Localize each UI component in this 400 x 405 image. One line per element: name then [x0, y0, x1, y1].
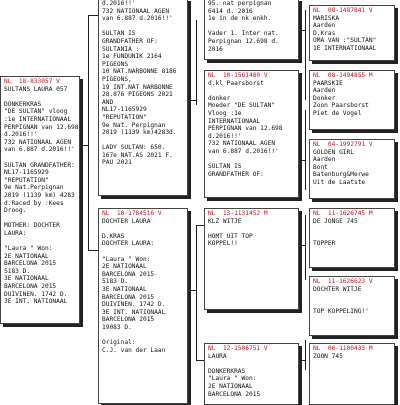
pedigree-card-dam — [98, 208, 188, 404]
pedigree-line — [4, 237, 76, 245]
ring-number: NL 06-1100433 M — [313, 345, 373, 352]
pedigree-line: van 6.887 d.2016!!' — [4, 146, 75, 154]
pedigree-line: NL17-1165929 — [102, 106, 147, 114]
pedigree-line: AND — [102, 98, 114, 106]
pedigree-line: Bont — [313, 163, 328, 171]
pedigree-line: 6414 d. 2016 — [208, 7, 253, 15]
pedigree-line: Donker — [313, 94, 336, 102]
pedigree-card-sire-sire — [204, 0, 299, 60]
pedigree-line — [313, 293, 391, 301]
connector-sire-h — [88, 15, 98, 16]
connector-dam-h — [88, 250, 98, 251]
pedigree-line: Perpignan 12.698 d. — [208, 37, 279, 45]
pedigree-line: BARCELONA 2015 — [102, 316, 155, 324]
pedigree-line — [208, 23, 295, 31]
pedigree-line: 2E NATIONAAL — [4, 252, 49, 260]
connector-sire-out-v — [196, 20, 197, 105]
pedigree-line: DOCHTER LAURA: — [102, 240, 155, 248]
pedigree-card-g3-4 — [309, 208, 395, 268]
pedigree-line: d.2016!!' — [102, 0, 136, 7]
pedigree-line: SULTAN IS — [102, 30, 136, 38]
pedigree-line: "Laura " Won: — [208, 375, 257, 383]
pedigree-line: BARCELONA 2015 — [102, 293, 155, 301]
pedigree-line: d.2016!!' — [4, 131, 38, 139]
pedigree-line — [4, 215, 76, 223]
pedigree-line: 732 NATIONAAL AGEN — [4, 138, 72, 146]
pedigree-line: "REPUTATION" — [4, 176, 49, 184]
pedigree-line: OMA VAN :"SULTAN" — [313, 37, 377, 45]
pedigree-line: LADY SULTAN: 650. — [102, 144, 166, 152]
pedigree-line: DONKERKRAS — [208, 367, 246, 375]
pedigree-line — [102, 248, 184, 256]
pedigree-card-g3-1 — [309, 5, 395, 61]
pedigree-card-dam-text — [102, 218, 184, 355]
pedigree-line: 10 NAT.NARBONNE 8186 — [102, 68, 177, 76]
pedigree-line: PIGEONS — [102, 60, 129, 68]
pedigree-line: Original: — [102, 339, 136, 347]
pedigree-line — [208, 156, 295, 164]
pedigree-card-g3-3 — [309, 139, 395, 199]
ring-number: NL 04-1992791 V — [313, 141, 373, 148]
ring-number: NL 13-1131452 M — [208, 210, 268, 217]
connector-subject-v — [88, 15, 89, 250]
pedigree-line: SULTAN GRANDFATHER: — [4, 161, 75, 169]
pedigree-card-sire-dam — [204, 70, 299, 198]
pedigree-line: 1e FUNDUNIK 2164 — [102, 53, 162, 61]
pedigree-line: 3E NATIONAAL — [4, 275, 49, 283]
connector-g2-v-3 — [305, 215, 306, 280]
pedigree-line: 2019 (1139 km)4283d. — [102, 129, 177, 137]
pedigree-line: SULTANIA : — [102, 45, 140, 53]
pedigree-line: van 6.887 d.2016!!' — [102, 15, 173, 23]
pedigree-line: BARCELONA 2015 — [4, 260, 57, 268]
pedigree-line: Moeder "DE SULTAN" — [208, 102, 276, 110]
pedigree-line: Zoon Paarsborst — [313, 102, 369, 110]
pedigree-line: ZOON 745 — [313, 352, 343, 360]
pedigree-line: Droog. — [4, 207, 27, 215]
pedigree-line: "DE SULTAN" vloog — [4, 108, 68, 116]
pedigree-line: DOCHTER LAURA — [102, 217, 151, 225]
pedigree-line — [208, 87, 295, 95]
pedigree-line: DUIVINEN. 1742 D. — [4, 290, 68, 298]
connector-g2-v-4 — [305, 340, 306, 370]
pedigree-line: 1E INTERNATIONAAL — [313, 44, 377, 52]
ring-number: NL 18-833057 V — [4, 78, 60, 85]
pedigree-line: Vader 1. Inter nat. — [208, 30, 279, 38]
pedigree-line: KOPPEL!! — [208, 240, 238, 248]
pedigree-line: DOCHTER WITJE — [313, 285, 362, 293]
pedigree-line: Aarden — [313, 87, 336, 95]
pedigree-line: 9e Nat.Perpignan — [4, 184, 64, 192]
pedigree-line: INTERNATIONAAL — [208, 117, 261, 125]
pedigree-line: MOTHER: DOCHTER — [4, 222, 60, 230]
pedigree-card-dam-sire — [204, 208, 299, 310]
pedigree-line — [4, 154, 76, 162]
pedigree-line: GRANDFATHER OF: — [102, 37, 158, 45]
pedigree-line: 732 NATIONAAL AGEN — [208, 140, 276, 148]
pedigree-line: PAARSKIE — [313, 79, 343, 87]
pedigree-line: HOMT UIT TOP — [208, 232, 253, 240]
pedigree-line: Piet de Vogel — [313, 109, 362, 117]
pedigree-line: 5183 D. — [4, 267, 31, 275]
pedigree-card-sire-dam-text — [208, 80, 295, 179]
pedigree-line — [102, 23, 184, 31]
pedigree-line: BARCELONA 2015 — [102, 270, 155, 278]
pedigree-card-g3-2-text — [313, 80, 391, 118]
pedigree-line: PERPIGNAN van 12.698 — [4, 123, 79, 131]
pedigree-line — [102, 137, 184, 145]
pedigree-line: 9e Nat. Perpignan — [102, 121, 166, 129]
pedigree-line: 2E NATIONAAL — [208, 382, 253, 390]
pedigree-line: Vloog :1e — [208, 109, 242, 117]
connector-dam-out-v — [196, 225, 197, 360]
pedigree-card-sire — [98, 0, 188, 196]
pedigree-line: 2E NATIONAAL — [102, 263, 147, 271]
pedigree-line — [208, 225, 295, 233]
pedigree-card-g3-4-text — [313, 218, 391, 248]
pedigree-line: 2019 (1139 km) 4283 — [4, 191, 75, 199]
pedigree-line: DONKERKRAS — [4, 100, 42, 108]
pedigree-line: PIGEONS, — [102, 75, 132, 83]
ring-number: NL 10-1561480 V — [208, 72, 268, 79]
pedigree-line: 19 INT.NAT NARBONNE — [102, 83, 173, 91]
pedigree-line: 2016 — [208, 45, 223, 53]
pedigree-card-g3-1-text — [313, 15, 391, 53]
pedigree-card-dam-dam-text — [208, 353, 295, 399]
pedigree-line: van 6.887 d.2016!!' — [208, 147, 279, 155]
ring-number: NL 08-1487841 V — [313, 7, 373, 14]
pedigree-line: "Laura " Won: — [102, 255, 151, 263]
pedigree-card-sire-sire-text — [208, 0, 295, 53]
pedigree-line: TOP KOPPELING!' — [313, 308, 369, 316]
pedigree-line: d.Raced by :Kees — [4, 199, 64, 207]
pedigree-line — [208, 360, 295, 368]
pedigree-line: BARCELONA 2015 — [4, 283, 57, 291]
pedigree-line: KLZ WITJE — [208, 217, 242, 225]
pedigree-line: LAURA: — [4, 229, 27, 237]
pedigree-line: d.2016!!' — [208, 132, 242, 140]
pedigree-line: 3E INT. NATIONAAL — [102, 308, 166, 316]
pedigree-line — [4, 93, 76, 101]
pedigree-line: "Laura " Won: — [4, 245, 53, 253]
pedigree-line: MARISKA — [313, 14, 340, 22]
pedigree-line — [313, 225, 391, 233]
pedigree-line — [313, 301, 391, 309]
pedigree-line: Uit de Laatste — [313, 178, 366, 186]
pedigree-card-g3-6-text — [313, 353, 391, 361]
pedigree-card-g3-6 — [309, 343, 395, 405]
ring-number: NL 18-1784516 V — [102, 210, 162, 217]
pedigree-line: NL17-1165929 — [4, 169, 49, 177]
pedigree-line: DUIVINEN. 1742 D. — [102, 301, 166, 309]
pedigree-line: Batenburg&Merwe — [313, 171, 369, 179]
pedigree-line: GRANDFATHER OF: — [208, 170, 264, 178]
pedigree-line — [313, 233, 391, 241]
pedigree-line: BARCELONA 2015 — [208, 390, 261, 398]
connector-dam-dam-h — [196, 360, 204, 361]
pedigree-line: 28.876 PIGEONS 2021 — [102, 91, 173, 99]
pedigree-card-dam-dam — [204, 343, 299, 405]
pedigree-line: LAURA — [208, 352, 227, 360]
pedigree-line: :1e INTERNATIONAAL — [4, 115, 72, 123]
pedigree-card-g3-2 — [309, 70, 395, 130]
connector-dam-sire-h — [196, 225, 204, 226]
pedigree-line: 167e NAT.AS 2021 F. — [102, 151, 173, 159]
pedigree-card-g3-5 — [309, 276, 395, 336]
pedigree-line: PAU 2021 — [102, 159, 132, 167]
ring-number: NL 11-1626745 M — [313, 210, 373, 217]
pedigree-card-g3-5-text — [313, 286, 391, 316]
pedigree-line: 19083 D. — [102, 323, 132, 331]
ring-number: NL 12-1506751 V — [208, 345, 268, 352]
pedigree-line: D.KRAS — [102, 232, 125, 240]
ring-number: NL 08-1494855 M — [313, 72, 373, 79]
pedigree-line: PERPIGNAN van 12.698 — [208, 125, 283, 133]
pedigree-line: donker — [208, 94, 231, 102]
pedigree-line: DE JONGE 745 — [313, 217, 358, 225]
pedigree-line: GOLDEN GIRL — [313, 148, 354, 156]
pedigree-line: "REPUTATION" — [102, 113, 147, 121]
pedigree-card-subject — [0, 76, 80, 324]
pedigree-line: 95. nat perpignan — [208, 0, 272, 7]
pedigree-card-g3-3-text — [313, 149, 391, 187]
pedigree-line: 1e in de nk enkh. — [208, 15, 272, 23]
pedigree-line: 732 NATIONAAL AGEN — [102, 7, 170, 15]
pedigree-card-dam-sire-text — [208, 218, 295, 248]
pedigree-line — [102, 332, 184, 340]
pedigree-line: d.kl Paarsborst — [208, 79, 264, 87]
connector-g2-v-1 — [305, 10, 306, 100]
pedigree-line: TOPPER — [313, 240, 336, 248]
pedigree-card-sire-text — [102, 0, 184, 167]
pedigree-line: Aarden — [313, 22, 336, 30]
pedigree-line: D.Kras — [313, 29, 336, 37]
ring-number: NL 11-1626623 V — [313, 278, 373, 285]
pedigree-line: SULTAN IS — [208, 163, 242, 171]
pedigree-line: 5183 D. — [102, 278, 129, 286]
pedigree-line: SULTANS LAURA 057 — [4, 85, 68, 93]
pedigree-line: Aarden — [313, 156, 336, 164]
pedigree-line: C.J. van der Laan — [102, 346, 166, 354]
pedigree-line: 3E INT. NATIONAAL — [4, 298, 68, 306]
pedigree-line: 3E NATIONAAL — [102, 285, 147, 293]
pedigree-line — [102, 225, 184, 233]
connector-g2-v-2 — [305, 110, 306, 190]
pedigree-card-subject-text — [4, 85, 79, 306]
